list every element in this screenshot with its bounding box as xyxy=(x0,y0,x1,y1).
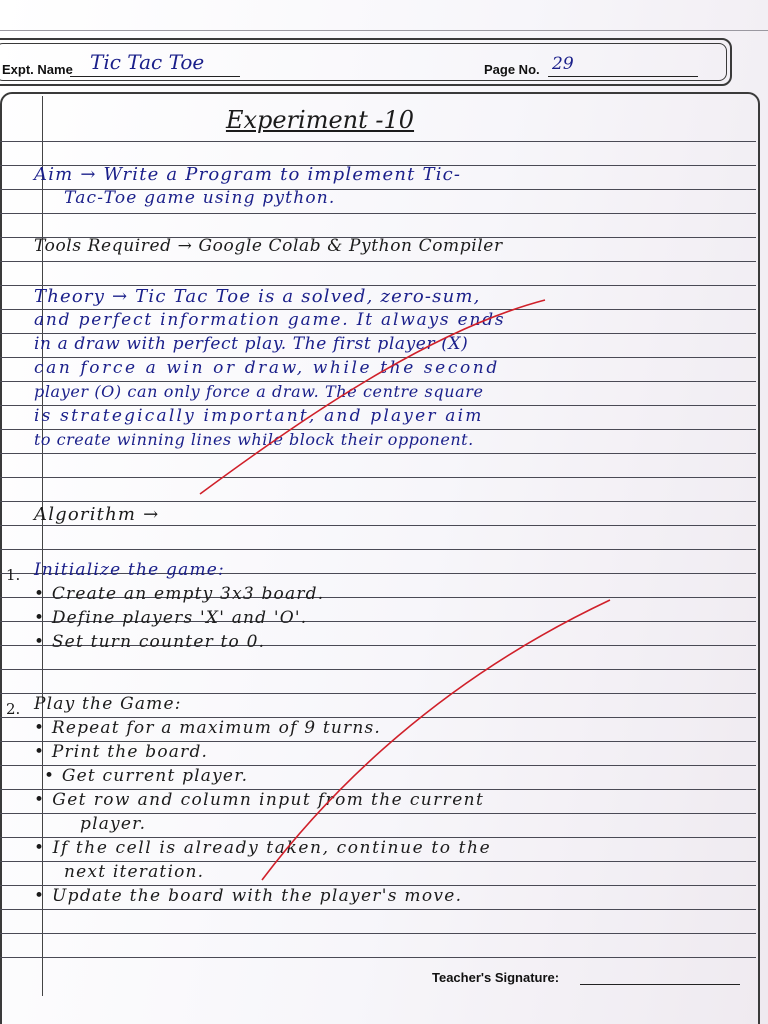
step-2-item-cont: next iteration. xyxy=(64,862,205,882)
step-1-item: • Set turn counter to 0. xyxy=(34,632,266,652)
step-2-item: • If the cell is already taken, continue to the xyxy=(34,838,492,858)
aim-line-1: Aim → Write a Program to implement Tic- xyxy=(34,164,462,185)
step-2-item: • Get current player. xyxy=(44,766,249,786)
theory-line-7: to create winning lines while block their opponent. xyxy=(34,430,474,449)
theory-line-6: is strategically important, and player aim xyxy=(34,406,484,426)
step-2-item-cont: player. xyxy=(80,814,147,834)
theory-line-4: can force a win or draw, while the second xyxy=(34,358,500,378)
step-1-item: • Define players 'X' and 'O'. xyxy=(34,608,308,628)
aim-line-2: Tac-Toe game using python. xyxy=(64,188,336,208)
step-2-number: 2. xyxy=(6,700,21,718)
page-no-value: 29 xyxy=(552,54,574,74)
theory-line-1: Theory → Tic Tac Toe is a solved, zero-sum, xyxy=(34,286,481,307)
step-1-number: 1. xyxy=(6,566,21,584)
teacher-signature-label: Teacher's Signature: xyxy=(432,970,560,985)
theory-line-2: and perfect information game. It always ends xyxy=(34,310,506,330)
tools-line: Tools Required → Google Colab & Python Compiler xyxy=(34,236,503,256)
step-2-item: • Update the board with the player's move. xyxy=(34,886,463,906)
step-2-item: • Print the board. xyxy=(34,742,209,762)
theory-line-5: player (O) can only force a draw. The centre square xyxy=(34,382,484,401)
expt-name-label: Expt. Name xyxy=(2,62,73,77)
step-1-title: Initialize the game: xyxy=(34,560,225,580)
step-2-title: Play the Game: xyxy=(34,694,182,714)
page-no-label: Page No. xyxy=(484,62,540,77)
algorithm-heading: Algorithm → xyxy=(34,504,160,525)
teacher-signature-line xyxy=(580,984,740,985)
page-title: Experiment -10 xyxy=(225,106,415,134)
step-1-item: • Create an empty 3x3 board. xyxy=(34,584,325,604)
step-2-item: • Get row and column input from the current xyxy=(34,790,485,810)
expt-name-value: Tic Tac Toe xyxy=(90,50,205,74)
theory-line-3: in a draw with perfect play. The first player (X) xyxy=(34,334,469,354)
step-2-item: • Repeat for a maximum of 9 turns. xyxy=(34,718,382,738)
